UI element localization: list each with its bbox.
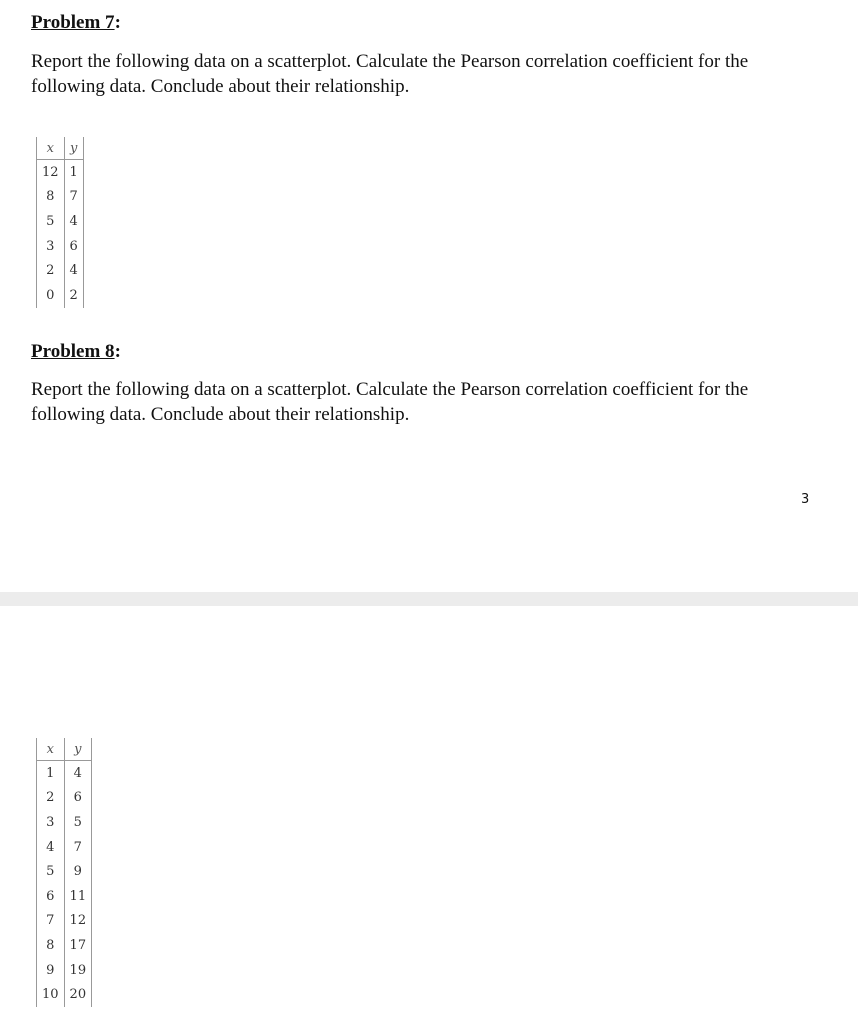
y-cell: 19	[64, 958, 92, 983]
y-cell: 2	[64, 283, 83, 308]
problem-7-prompt-line-2: following data. Conclude about their relationship.	[31, 76, 410, 97]
table-row	[37, 160, 84, 185]
table-row	[37, 958, 92, 983]
y-column-header: y	[64, 738, 92, 761]
table-row	[37, 209, 84, 234]
y-cell: 1	[64, 160, 83, 185]
table-header-row	[37, 137, 84, 160]
y-cell: 12	[64, 909, 92, 934]
problem-8-data-table	[36, 738, 92, 1007]
x-cell: 6	[37, 884, 65, 909]
problem-8-prompt-line-1: Report the following data on a scatterplot. Calculate the Pearson correlation coefficient for the	[31, 379, 749, 400]
table-row	[37, 982, 92, 1007]
page-number: 3	[801, 492, 810, 507]
problem-8-heading: Problem 8:	[31, 341, 121, 362]
x-cell: 12	[37, 160, 65, 185]
table-row	[37, 859, 92, 884]
y-cell: 5	[64, 810, 92, 835]
y-cell: 6	[64, 786, 92, 811]
y-cell: 20	[64, 982, 92, 1007]
y-column-header: y	[64, 137, 83, 160]
table-row	[37, 810, 92, 835]
x-cell: 4	[37, 835, 65, 860]
x-cell: 8	[37, 185, 65, 210]
table-row	[37, 909, 92, 934]
x-cell: 5	[37, 859, 65, 884]
x-column-header: x	[37, 137, 65, 160]
y-cell: 7	[64, 185, 83, 210]
problem-8-prompt	[31, 377, 831, 427]
y-cell: 11	[64, 884, 92, 909]
table-row	[37, 234, 84, 259]
y-cell: 4	[64, 258, 83, 283]
table-row	[37, 786, 92, 811]
x-cell: 10	[37, 982, 65, 1007]
x-cell: 5	[37, 209, 65, 234]
document-page-2	[0, 606, 858, 1024]
y-cell: 17	[64, 933, 92, 958]
x-cell: 8	[37, 933, 65, 958]
table-row	[37, 258, 84, 283]
y-cell: 9	[64, 859, 92, 884]
problem-7-data-table	[36, 137, 84, 308]
problem-7-prompt-line-1: Report the following data on a scatterplot. Calculate the Pearson correlation coefficient for the	[31, 51, 749, 72]
problem-7-prompt	[31, 49, 831, 99]
y-cell: 4	[64, 209, 83, 234]
table-row	[37, 835, 92, 860]
x-cell: 2	[37, 786, 65, 811]
x-cell: 7	[37, 909, 65, 934]
x-column-header: x	[37, 738, 65, 761]
table-row	[37, 933, 92, 958]
x-cell: 1	[37, 761, 65, 786]
problem-8-prompt-line-2: following data. Conclude about their relationship.	[31, 404, 410, 425]
problem-7-heading: Problem 7:	[31, 12, 121, 33]
y-cell: 7	[64, 835, 92, 860]
x-cell: 9	[37, 958, 65, 983]
table-row	[37, 761, 92, 786]
table-row	[37, 884, 92, 909]
x-cell: 2	[37, 258, 65, 283]
x-cell: 3	[37, 810, 65, 835]
y-cell: 6	[64, 234, 83, 259]
x-cell: 0	[37, 283, 65, 308]
y-cell: 4	[64, 761, 92, 786]
table-header-row	[37, 738, 92, 761]
page-separator	[0, 592, 858, 606]
table-row	[37, 283, 84, 308]
table-row	[37, 185, 84, 210]
x-cell: 3	[37, 234, 65, 259]
